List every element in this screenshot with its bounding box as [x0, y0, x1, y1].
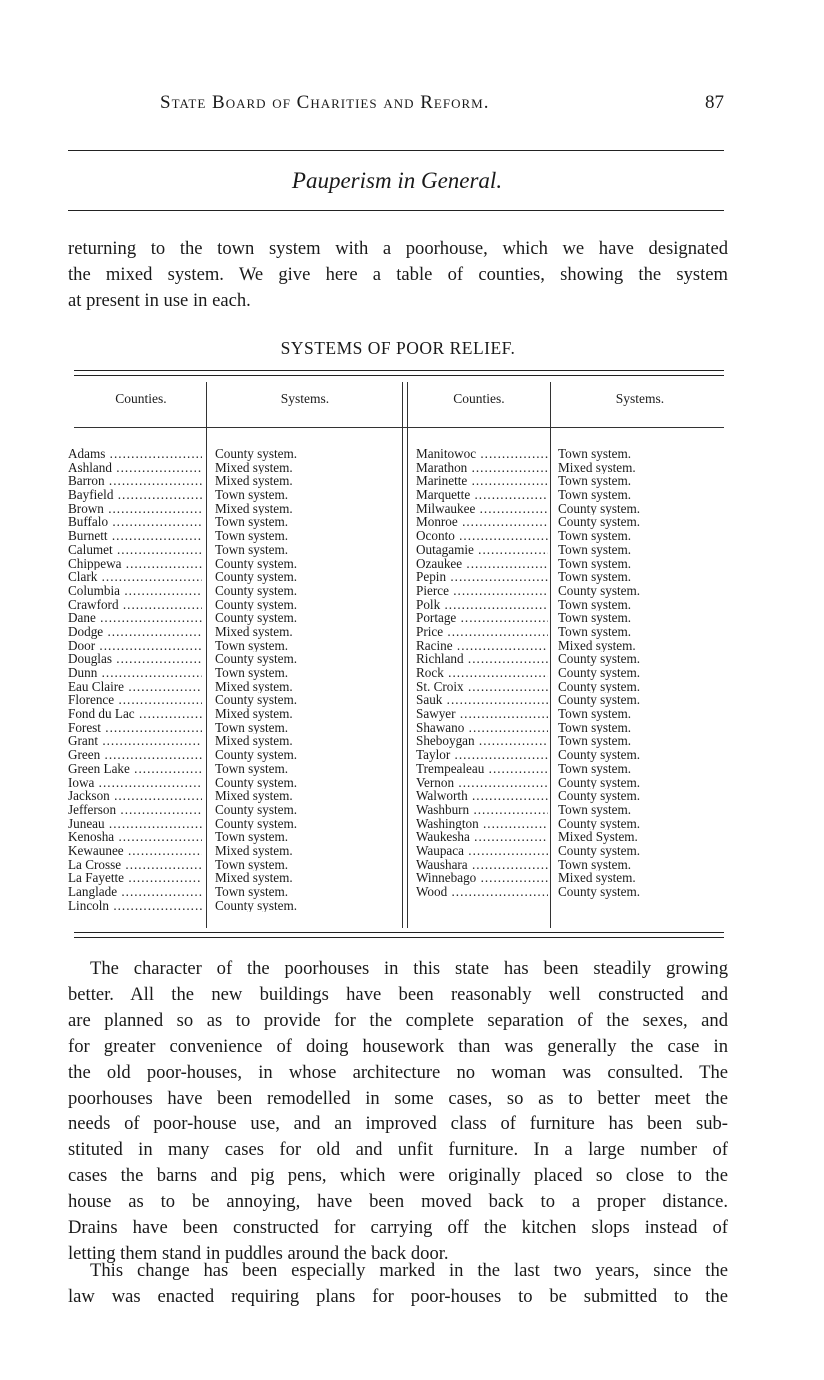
system-value: Mixed system. — [215, 789, 293, 803]
system-value: Town system. — [558, 761, 632, 776]
county-name: Oconto ..... — [416, 529, 548, 543]
county-name: Ashland ..... — [68, 461, 202, 475]
system-value: County system. — [558, 693, 641, 708]
system-value: Town system. — [558, 802, 632, 817]
left-systems-column — [215, 447, 401, 912]
text-line: This change has been especially marked in the last two years, since the — [90, 1260, 728, 1281]
right-counties-column — [416, 447, 548, 899]
system-value: County system. — [558, 583, 641, 598]
system-value: Town system. — [558, 556, 632, 571]
system-value: Town system. — [558, 707, 632, 721]
system-value: Mixed system. — [215, 843, 293, 858]
county-name: St. Croix ..... — [416, 680, 548, 694]
county-name: Bayfield ..... — [68, 488, 202, 502]
system-value: Town system. — [558, 542, 632, 557]
system-value: Mixed system. — [215, 474, 293, 489]
system-value: County system. — [558, 515, 641, 530]
system-value: Mixed system. — [215, 871, 293, 885]
system-value: Town system. — [558, 597, 632, 612]
system-value: Town system. — [558, 447, 632, 461]
system-value: Town system. — [558, 857, 632, 872]
system-value: County system. — [558, 775, 641, 790]
system-value: County system. — [558, 885, 641, 899]
system-value: County system. — [558, 843, 641, 858]
system-value: Town system. — [558, 570, 632, 584]
text-line: house as to be annoying, have been moved back to a proper distance. — [68, 1191, 728, 1213]
header-rule — [68, 150, 724, 151]
text-line: the mixed system. We give here a table of counties, showing the system — [68, 263, 728, 285]
county-name: Walworth ..... — [416, 789, 548, 803]
county-name: Marathon ..... — [416, 461, 548, 475]
system-value: County system. — [215, 570, 298, 584]
system-value: County system. — [215, 816, 298, 831]
county-name: Calumet ..... — [68, 543, 202, 557]
county-name: Kewaunee ..... — [68, 844, 202, 858]
county-name: Dunn ..... — [68, 666, 202, 680]
county-name: Outagamie ..... — [416, 543, 548, 557]
county-name: Fond du Lac ..... — [68, 707, 202, 721]
county-name: Douglas ..... — [68, 652, 202, 666]
intro-paragraph — [68, 236, 728, 314]
system-value: Mixed System. — [558, 830, 638, 844]
county-name: Burnett ..... — [68, 529, 202, 543]
county-name: Buffalo ..... — [68, 515, 202, 529]
county-name: Brown ..... — [68, 502, 202, 516]
system-value: Mixed system. — [215, 460, 293, 475]
county-name: Waukesha ..... — [416, 830, 548, 844]
text-line: are planned so as to provide for the complete separation of the sexes, and — [68, 1009, 728, 1031]
system-value: County system. — [215, 652, 298, 666]
county-name: Florence ..... — [68, 693, 202, 707]
right-systems-column — [558, 447, 726, 899]
system-value: Mixed system. — [558, 460, 636, 475]
system-value: Town system. — [215, 529, 289, 543]
system-value: Town system. — [558, 488, 632, 502]
system-value: County system. — [215, 748, 298, 762]
county-name: Waupaca ..... — [416, 844, 548, 858]
county-name: Washington ..... — [416, 817, 548, 831]
county-name: Crawford ..... — [68, 598, 202, 612]
county-name: Iowa ..... — [68, 776, 202, 790]
system-value: Town system. — [215, 515, 289, 530]
county-name: Milwaukee ..... — [416, 502, 548, 516]
system-value: Town system. — [215, 666, 289, 680]
system-value: Town system. — [215, 542, 289, 557]
county-name: Richland ..... — [416, 652, 548, 666]
county-name: Adams ..... — [68, 447, 202, 461]
page-header — [68, 92, 726, 120]
county-name: Marquette ..... — [416, 488, 548, 502]
system-value: Town system. — [215, 720, 289, 735]
column-divider — [206, 382, 207, 928]
text-line: for greater convenience of doing housework than was generally the case in — [68, 1035, 728, 1057]
county-name: Trempealeau ..... — [416, 762, 548, 776]
system-value: Mixed system. — [215, 707, 293, 721]
text-line: needs of poor-house use, and an improved class of furniture has been sub- — [68, 1113, 728, 1135]
county-name: Wood ..... — [416, 885, 548, 899]
county-name: Forest ..... — [68, 721, 202, 735]
system-value: Town system. — [215, 761, 289, 776]
system-value: County system. — [558, 501, 641, 516]
system-value: Town system. — [558, 474, 632, 489]
table-bottom-rule — [74, 932, 724, 938]
text-line: better. All the new buildings have been reasonably well constructed and — [68, 983, 728, 1005]
system-value: County system. — [558, 666, 641, 680]
system-value: Town system. — [215, 830, 289, 844]
system-value: Town system. — [215, 488, 289, 502]
left-counties-column — [68, 447, 202, 912]
system-value: County system. — [558, 652, 641, 666]
col-header-counties: Counties. — [453, 391, 505, 406]
county-name: Kenosha ..... — [68, 830, 202, 844]
system-value: County system. — [215, 583, 298, 598]
county-name: Vernon ..... — [416, 776, 548, 790]
text-line: law was enacted requiring plans for poor-houses to be submitted to the — [68, 1285, 728, 1307]
county-name: Marinette ..... — [416, 474, 548, 488]
county-name: La Fayette ..... — [68, 871, 202, 885]
text-line: poorhouses have been remodelled in some cases, so as to better meet the — [68, 1087, 728, 1109]
running-head: State Board of Charities and Reform. — [160, 92, 490, 113]
county-name: Jefferson ..... — [68, 803, 202, 817]
county-name: Pierce ..... — [416, 584, 548, 598]
system-value: Mixed system. — [215, 679, 293, 694]
system-value: County system. — [215, 802, 298, 817]
county-name: Jackson ..... — [68, 789, 202, 803]
county-name: Taylor ..... — [416, 748, 548, 762]
system-value: County system. — [215, 597, 298, 612]
col-header-counties: Counties. — [115, 391, 167, 406]
text-line: the old poor-houses, in whose architecture no woman was consulted. The — [68, 1061, 728, 1083]
system-value: County system. — [558, 789, 641, 803]
county-name: Ozaukee ..... — [416, 557, 548, 571]
body-paragraph-2 — [68, 1258, 728, 1310]
text-line: stituted in many cases for old and unfit furniture. In a large number of — [68, 1139, 728, 1161]
system-value: Town system. — [558, 734, 632, 749]
county-name: Waushara ..... — [416, 858, 548, 872]
system-value: Mixed system. — [215, 624, 293, 639]
system-value: Mixed system. — [215, 734, 293, 749]
system-value: Town system. — [215, 885, 289, 899]
text-line: Drains have been constructed for carrying off the kitchen slops instead of — [68, 1217, 728, 1239]
county-name: Racine ..... — [416, 639, 548, 653]
system-value: Mixed system. — [558, 871, 636, 885]
system-value: County system. — [215, 556, 298, 571]
county-name: La Crosse ..... — [68, 858, 202, 872]
county-name: Washburn ..... — [416, 803, 548, 817]
county-name: Monroe ..... — [416, 515, 548, 529]
system-value: Town system. — [558, 529, 632, 543]
system-value: County system. — [558, 748, 641, 762]
text-line: The character of the poorhouses in this state has been steadily growing — [90, 958, 728, 979]
system-value: Mixed system. — [215, 501, 293, 516]
county-name: Dane ..... — [68, 611, 202, 625]
text-line: returning to the town system with a poorhouse, which we have designated — [68, 238, 728, 259]
text-line: at present in use in each. — [68, 289, 251, 311]
county-name: Sawyer ..... — [416, 707, 548, 721]
section-title: Pauperism in General. — [291, 168, 503, 193]
county-name: Portage ..... — [416, 611, 548, 625]
county-name: Door ..... — [68, 639, 202, 653]
system-value: Town system. — [215, 857, 289, 872]
county-name: Chippewa ..... — [68, 557, 202, 571]
county-name: Grant ..... — [68, 734, 202, 748]
system-value: Town system. — [215, 638, 289, 653]
table-title: SYSTEMS OF POOR RELIEF. — [280, 338, 516, 358]
page-number: 87 — [705, 92, 724, 113]
col-header-systems: Systems. — [615, 391, 665, 406]
poor-relief-table — [68, 370, 728, 938]
table-top-rule — [74, 370, 724, 376]
county-name: Shawano ..... — [416, 721, 548, 735]
county-name: Pepin ..... — [416, 570, 548, 584]
system-value: County system. — [558, 816, 641, 831]
county-name: Green Lake ..... — [68, 762, 202, 776]
table-header-rule — [74, 427, 724, 428]
county-name: Manitowoc ..... — [416, 447, 548, 461]
county-name: Langlade ..... — [68, 885, 202, 899]
system-value: County system. — [215, 775, 298, 790]
system-value: County system. — [215, 693, 298, 708]
county-name: Polk ..... — [416, 598, 548, 612]
system-value: Town system. — [558, 611, 632, 625]
county-name: Rock ..... — [416, 666, 548, 680]
county-name: Barron ..... — [68, 474, 202, 488]
county-name: Eau Claire ..... — [68, 680, 202, 694]
system-value: Town system. — [558, 624, 632, 639]
county-name: Winnebago ..... — [416, 871, 548, 885]
county-name: Clark ..... — [68, 570, 202, 584]
column-divider — [550, 382, 551, 928]
system-value: County system. — [215, 898, 298, 913]
county-name: Lincoln ..... — [68, 899, 202, 913]
center-double-divider — [402, 382, 408, 928]
system-value: Town system. — [558, 720, 632, 735]
system-value: Mixed system. — [558, 638, 636, 653]
county-name: Green ..... — [68, 748, 202, 762]
text-line: cases the barns and pig pens, which were originally placed so close to the — [68, 1165, 728, 1187]
system-value: County system. — [215, 611, 298, 625]
county-name: Dodge ..... — [68, 625, 202, 639]
county-name: Juneau ..... — [68, 817, 202, 831]
system-value: County system. — [558, 679, 641, 694]
text-line: letting them stand in puddles around the back door. — [68, 1242, 449, 1264]
section-rule — [68, 210, 724, 211]
col-header-systems: Systems. — [280, 391, 330, 406]
county-name: Price ..... — [416, 625, 548, 639]
county-name: Columbia ..... — [68, 584, 202, 598]
body-paragraph-1 — [68, 956, 728, 1267]
system-value: County system. — [215, 447, 298, 461]
county-name: Sauk ..... — [416, 693, 548, 707]
county-name: Sheboygan ..... — [416, 734, 548, 748]
